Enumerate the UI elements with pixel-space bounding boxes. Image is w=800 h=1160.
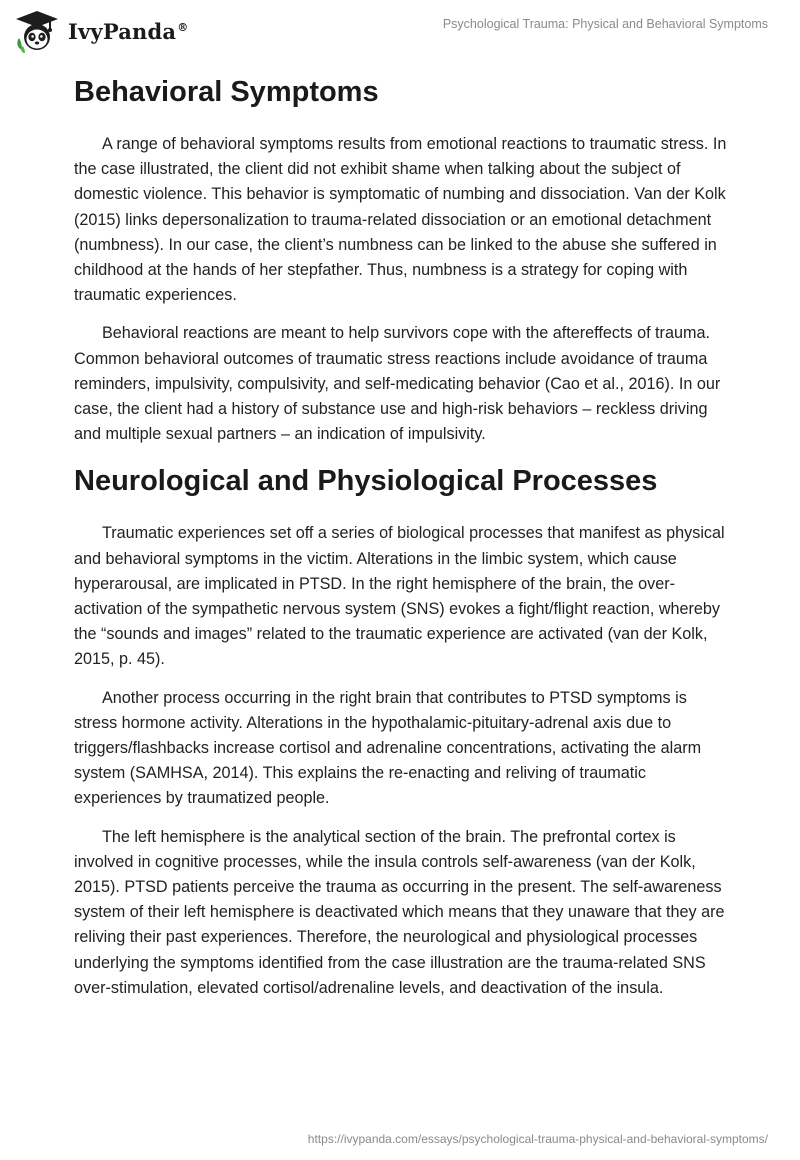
paragraph: Behavioral reactions are meant to help survivors cope with the aftereffects of trauma. Common behavioral outcomes of traumatic stress reactions include avoidance of trauma reminders, impulsivity, compulsivity, and self-medicating behavior (Cao et al., 2016). In our case, the client had a history of substance use and high-risk behaviors – reckless driving and multiple sexual partners – an indication of impulsivity. bbox=[74, 324, 721, 444]
brand-text: IvyPanda bbox=[68, 18, 177, 44]
document-title: Psychological Trauma: Physical and Behavioral Symptoms bbox=[442, 17, 768, 31]
paragraph: Traumatic experiences set off a series of biological processes that manifest as physical and behavioral symptoms in the victim. Alterations in the limbic system, which cause hyperarousal, are implicated in PTSD. In the right hemisphere of the brain, the over-activation of the sympathetic nervous system (SNS) evokes a fight/flight reaction, whereby the “sounds and images” related to the traumatic experience are activated (van der Kolk, 2015, p. 45). bbox=[74, 524, 725, 669]
essay-content bbox=[74, 72, 734, 1014]
section-heading: Behavioral Symptoms bbox=[74, 76, 379, 108]
paragraph: Another process occurring in the right brain that contributes to PTSD symptoms is stress hormone activity. Alterations in the hypothalamic-pituitary-adrenal axis due to triggers/flashbacks increase cortisol and adrenaline concentrations, activating the alarm system (SAMHSA, 2014). This explains the re-enacting and reliving of traumatic experiences by traumatized people. bbox=[74, 688, 702, 808]
section-heading: Neurological and Physiological Processes bbox=[74, 465, 658, 498]
source-url[interactable]: https://ivypanda.com/essays/psychological-trauma-physical-and-behavioral-symptoms/ bbox=[307, 1132, 768, 1146]
paragraph: The left hemisphere is the analytical section of the brain. The prefrontal cortex is involved in cognitive processes, while the insula controls self-awareness (van der Kolk, 2015). PTSD patients perceive the trauma as occurring in the present. The self-awareness system of their left hemisphere is deactivated which means that they unaware that they are reliving their past experiences. Therefore, the neurological and physiological processes underlying the symptoms identified from the case illustration are the trauma-related SNS over-stimulation, elevated cortisol/adrenaline levels, and deactivation of the insula. bbox=[74, 827, 725, 997]
page-header bbox=[0, 0, 800, 64]
ivypanda-logo[interactable] bbox=[14, 8, 188, 54]
paragraph: A range of behavioral symptoms results from emotional reactions to traumatic stress. In the case illustrated, the client did not exhibit shame when talking about the subject of domestic violence. This behavior is symptomatic of numbing and dissociation. Van der Kolk (2015) links depersonalization to trauma-related dissociation or an emotional detachment (numbness). In our case, the client’s numbness can be linked to the abuse she suffered in childhood at the hands of her stepfather. Thus, numbness is a strategy for coping with traumatic experiences. bbox=[74, 135, 727, 305]
brand-name bbox=[68, 19, 188, 44]
panda-graduate-icon bbox=[14, 8, 60, 54]
registered-mark: ® bbox=[177, 20, 189, 34]
